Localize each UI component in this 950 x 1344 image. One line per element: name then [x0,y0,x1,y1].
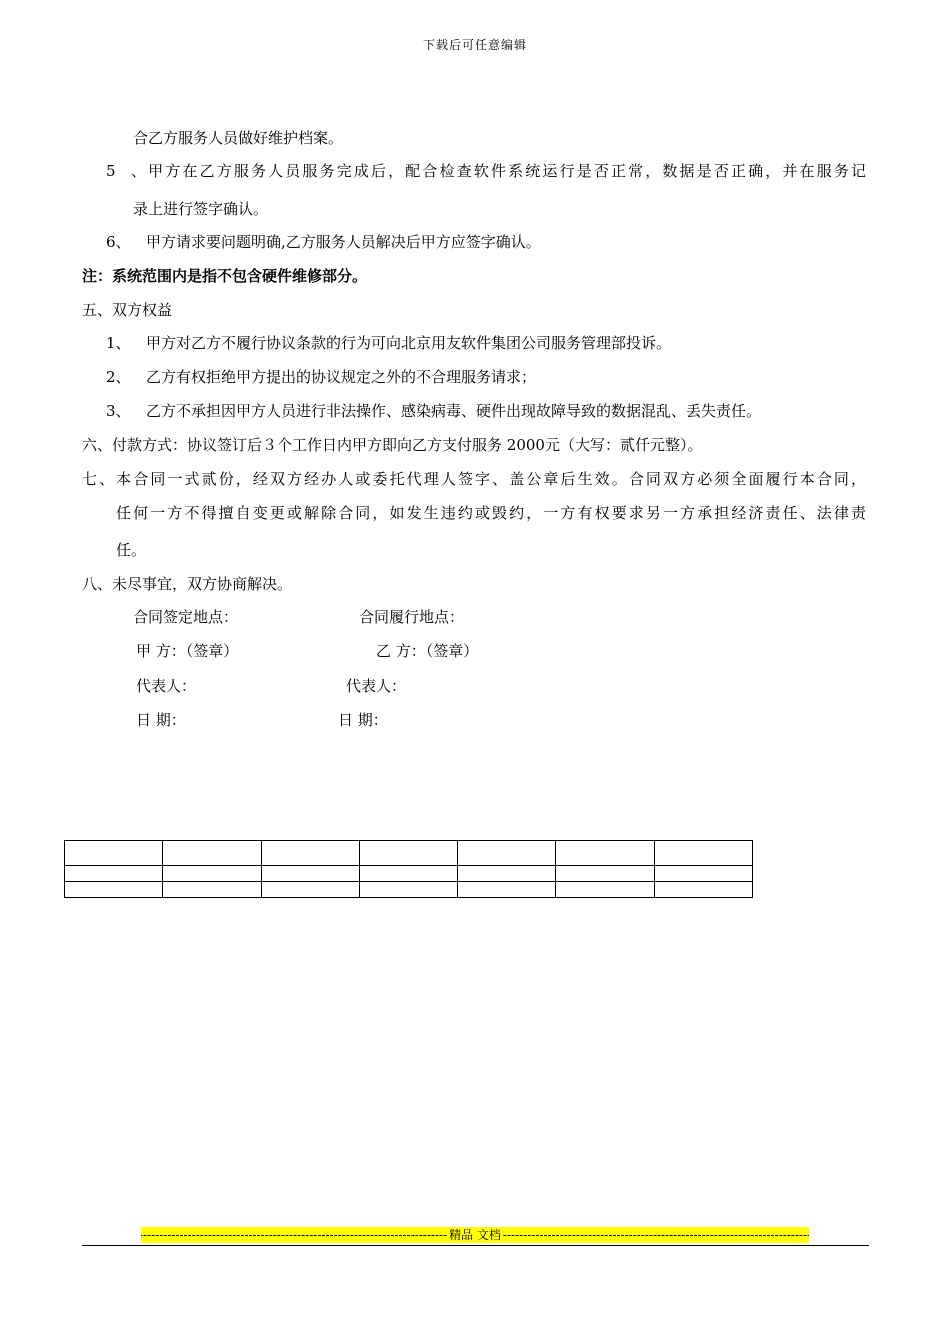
rights-item-3 [106,401,761,421]
party-a-label: 甲 方：（签章） [136,642,239,660]
footer-highlight-band [141,1227,809,1243]
clause-6-text: 甲方请求要问题明确,乙方服务人员解决后甲方应签字确认。 [146,233,541,251]
table-cell [163,866,261,882]
table-cell [654,882,752,898]
clause-5-line-1 [106,161,866,181]
table-row [65,841,753,866]
rights-item-1-text: 甲方对乙方不履行协议条款的行为可向北京用友软件集团公司服务管理部投诉。 [146,334,672,352]
footer-rule [82,1245,869,1246]
page-header: 下载后可任意编辑 [422,38,527,52]
blank-table [64,840,753,898]
footer-label: 精品 文档 [449,1228,501,1242]
date-b-label: 日 期： [338,711,388,729]
clause-6-number: 6、 [106,233,131,251]
sign-place-label: 合同签定地点： [133,608,239,626]
continued-clause: 合乙方服务人员做好维护档案。 [133,129,344,147]
rights-item-2-number: 2、 [106,368,131,386]
table-cell [556,866,654,882]
table-cell [556,882,654,898]
rights-item-2-text: 乙方有权拒绝甲方提出的协议规定之外的不合理服务请求； [146,368,537,386]
section-7-line-3: 任。 [116,541,147,559]
table-cell [654,841,752,866]
rights-item-1-number: 1、 [106,334,131,352]
section-7-line-2: 任何一方不得擅自变更或解除合同，如发生违约或毁约，一方有权要求另一方承担经济责任、法律责 [116,504,866,522]
table-cell [458,882,556,898]
rights-item-1 [106,333,671,353]
footer-dash-left [141,1227,447,1243]
clause-5-number: 5、 [106,162,146,180]
table-row [65,866,753,882]
footer-dash-right [503,1227,809,1243]
rights-item-3-number: 3、 [106,402,131,420]
table-cell [65,866,163,882]
table-cell [163,882,261,898]
scope-note: 注：系统范围内是指不包含硬件维修部分。 [82,267,368,285]
table-cell [163,841,261,866]
rights-item-2 [106,367,536,387]
table-row [65,882,753,898]
table-cell [654,866,752,882]
clause-5-line-2: 录上进行签字确认。 [133,200,269,218]
clause-6 [106,232,541,252]
party-b-label: 乙 方：（签章） [376,642,479,660]
perform-place-label: 合同履行地点： [359,608,465,626]
table-cell [359,841,457,866]
table-cell [261,866,359,882]
section-7-line-1: 七、本合同一式贰份，经双方经办人或委托代理人签字、盖公章后生效。合同双方必须全面履行本合同， [82,470,866,488]
table-cell [556,841,654,866]
table-cell [359,882,457,898]
rights-item-3-text: 乙方不承担因甲方人员进行非法操作、感染病毒、硬件出现故障导致的数据混乱、丢失责任。 [146,402,762,420]
clause-5-text: 甲方在乙方服务人员服务完成后，配合检查软件系统运行是否正常，数据是否正确，并在服务记 [146,162,866,180]
table-cell [261,882,359,898]
section-8: 八、未尽事宜，双方协商解决。 [82,575,293,593]
section-5-heading: 五、双方权益 [82,301,173,319]
representative-a-label: 代表人： [136,677,197,695]
table-cell [458,841,556,866]
representative-b-label: 代表人： [346,677,407,695]
table-cell [458,866,556,882]
date-a-label: 日 期： [136,711,186,729]
section-6-payment: 六、付款方式：协议签订后３个工作日内甲方即向乙方支付服务 2000元（大写：贰仟元整）。 [82,436,703,454]
table-cell [65,882,163,898]
table-cell [359,866,457,882]
table-cell [65,841,163,866]
table-cell [261,841,359,866]
